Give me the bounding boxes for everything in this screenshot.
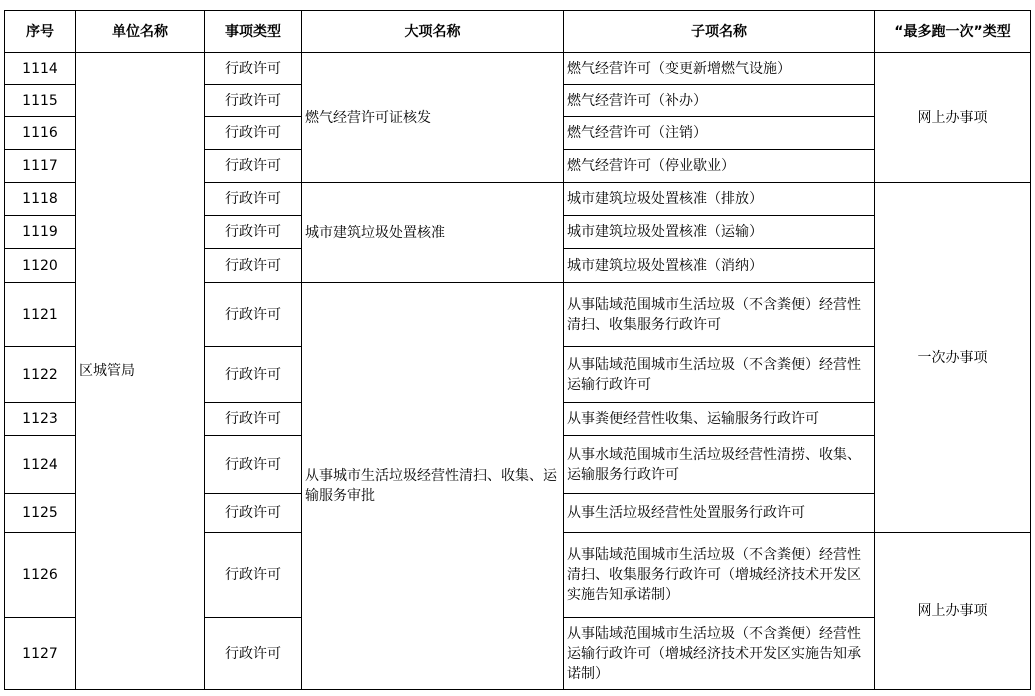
- run-type-cell: 网上办事项: [875, 53, 1031, 183]
- seq-cell: 1120: [5, 249, 76, 283]
- run-type-cell: 网上办事项: [875, 533, 1031, 690]
- sub-cell: 城市建筑垃圾处置核准（排放）: [564, 183, 875, 216]
- major-cell: 城市建筑垃圾处置核准: [302, 183, 564, 283]
- type-cell: 行政许可: [205, 117, 302, 150]
- sub-cell: 从事陆域范围城市生活垃圾（不含粪便）经营性运输行政许可（增城经济技术开发区实施告知承诺制）: [564, 618, 875, 690]
- type-cell: 行政许可: [205, 249, 302, 283]
- sub-cell: 燃气经营许可（变更新增燃气设施）: [564, 53, 875, 85]
- type-cell: 行政许可: [205, 533, 302, 618]
- sub-cell: 从事粪便经营性收集、运输服务行政许可: [564, 403, 875, 436]
- sub-cell: 从事陆域范围城市生活垃圾（不含粪便）经营性运输行政许可: [564, 347, 875, 403]
- header-unit: 单位名称: [76, 11, 205, 53]
- seq-cell: 1122: [5, 347, 76, 403]
- matters-table: [4, 10, 1031, 690]
- sub-cell: 燃气经营许可（补办）: [564, 85, 875, 117]
- type-cell: 行政许可: [205, 283, 302, 347]
- sub-cell: 从事陆域范围城市生活垃圾（不含粪便）经营性清扫、收集服务行政许可（增城经济技术开发区实施告知承诺制）: [564, 533, 875, 618]
- table-row: [5, 53, 1031, 85]
- type-cell: 行政许可: [205, 150, 302, 183]
- sub-cell: 燃气经营许可（停业歇业）: [564, 150, 875, 183]
- header-type: 事项类型: [205, 11, 302, 53]
- type-cell: 行政许可: [205, 183, 302, 216]
- header-row: [5, 11, 1031, 53]
- sub-cell: 从事陆域范围城市生活垃圾（不含粪便）经营性清扫、收集服务行政许可: [564, 283, 875, 347]
- seq-cell: 1123: [5, 403, 76, 436]
- sub-cell: 从事水域范围城市生活垃圾经营性清捞、收集、运输服务行政许可: [564, 436, 875, 494]
- seq-cell: 1115: [5, 85, 76, 117]
- seq-cell: 1114: [5, 53, 76, 85]
- header-major: 大项名称: [302, 11, 564, 53]
- seq-cell: 1119: [5, 216, 76, 249]
- sub-cell: 城市建筑垃圾处置核准（消纳）: [564, 249, 875, 283]
- type-cell: 行政许可: [205, 403, 302, 436]
- type-cell: 行政许可: [205, 53, 302, 85]
- seq-cell: 1116: [5, 117, 76, 150]
- header-seq: 序号: [5, 11, 76, 53]
- sub-cell: 城市建筑垃圾处置核准（运输）: [564, 216, 875, 249]
- type-cell: 行政许可: [205, 216, 302, 249]
- type-cell: 行政许可: [205, 347, 302, 403]
- sub-cell: 从事生活垃圾经营性处置服务行政许可: [564, 494, 875, 533]
- unit-cell: 区城管局: [76, 53, 205, 690]
- seq-cell: 1127: [5, 618, 76, 690]
- seq-cell: 1118: [5, 183, 76, 216]
- seq-cell: 1126: [5, 533, 76, 618]
- seq-cell: 1117: [5, 150, 76, 183]
- seq-cell: 1121: [5, 283, 76, 347]
- sub-cell: 燃气经营许可（注销）: [564, 117, 875, 150]
- seq-cell: 1124: [5, 436, 76, 494]
- header-sub: 子项名称: [564, 11, 875, 53]
- major-cell: 燃气经营许可证核发: [302, 53, 564, 183]
- major-cell: 从事城市生活垃圾经营性清扫、收集、运输服务审批: [302, 283, 564, 690]
- type-cell: 行政许可: [205, 494, 302, 533]
- seq-cell: 1125: [5, 494, 76, 533]
- header-run-type: “最多跑一次”类型: [875, 11, 1031, 53]
- type-cell: 行政许可: [205, 85, 302, 117]
- type-cell: 行政许可: [205, 618, 302, 690]
- run-type-cell: 一次办事项: [875, 183, 1031, 533]
- type-cell: 行政许可: [205, 436, 302, 494]
